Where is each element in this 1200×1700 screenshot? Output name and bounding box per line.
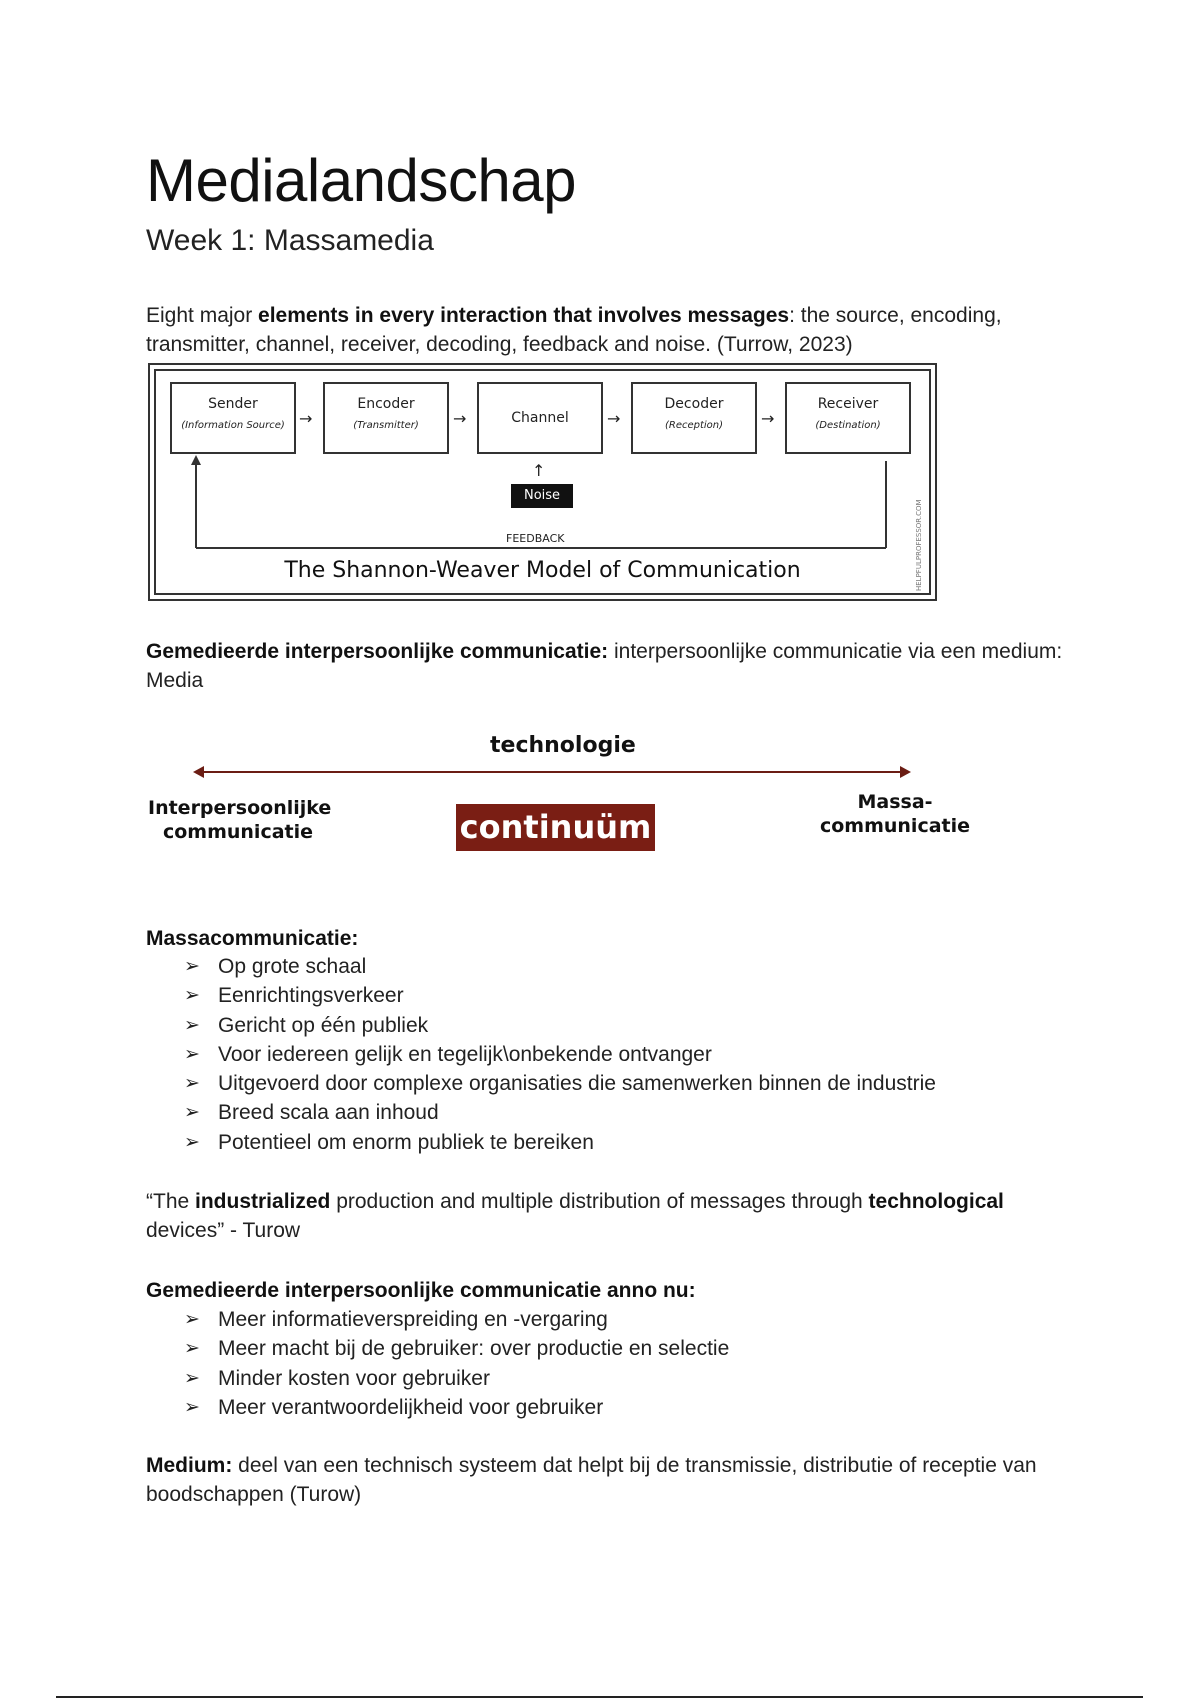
- right-arrow-icon: →: [761, 409, 775, 428]
- right-arrowhead-icon: [900, 766, 911, 778]
- mediated-definition: [146, 637, 1066, 695]
- mass-communication-label: Massa- communicatie: [819, 791, 971, 837]
- list-item: ➢ Minder kosten voor gebruiker: [184, 1364, 729, 1393]
- mediated-term: Gemedieerde interpersoonlijke communicatie:: [146, 640, 609, 663]
- diagram-box-receiver: Receiver (Destination): [785, 382, 911, 454]
- technologie-label: technologie: [490, 733, 636, 758]
- right-arrow-icon: →: [453, 409, 467, 428]
- mass-list: [184, 952, 936, 1157]
- diagram-box-channel: Channel: [477, 382, 603, 454]
- page-footer-rule: [56, 1696, 1143, 1698]
- arrow-bullet-icon: ➢: [184, 1072, 200, 1095]
- diagram-box-sender: Sender (Information Source): [170, 382, 296, 454]
- feedback-label: FEEDBACK: [506, 532, 565, 545]
- diagram-box-encoder: Encoder (Transmitter): [323, 382, 449, 454]
- arrow-bullet-icon: ➢: [184, 1130, 200, 1153]
- list-item: ➢ Eenrichtingsverkeer: [184, 981, 936, 1010]
- now-heading-text: Gemedieerde interpersoonlijke communicatie anno nu:: [146, 1279, 696, 1302]
- list-item: ➢ Meer macht bij de gebruiker: over productie en selectie: [184, 1334, 729, 1363]
- medium-term: Medium:: [146, 1454, 233, 1477]
- document-subtitle: Week 1: Massamedia: [146, 224, 434, 257]
- intro-prefix: Eight major: [146, 304, 259, 327]
- list-item: ➢ Breed scala aan inhoud: [184, 1098, 936, 1127]
- shannon-weaver-diagram: [148, 363, 937, 601]
- intro-bold: elements in every interaction that involves messages: [258, 304, 790, 327]
- interpersonal-label: Interpersoonlijke communicatie: [148, 797, 332, 843]
- turow-quote: “The industrialized production and multiple distribution of messages through technological devices” - Turow: [146, 1190, 1004, 1242]
- list-item: ➢ Meer verantwoordelijkheid voor gebruiker: [184, 1393, 729, 1422]
- arrow-bullet-icon: ➢: [184, 955, 200, 977]
- list-item: ➢ Gericht op één publiek: [184, 1011, 936, 1040]
- now-list: [184, 1305, 729, 1422]
- medium-text: deel van een technisch systeem dat helpt bij de transmissie, distributie of receptie van boodschappen (Turow): [146, 1454, 1037, 1506]
- medium-definition: [146, 1451, 1066, 1509]
- continuum-line: [202, 771, 900, 773]
- right-arrow-icon: →: [299, 409, 313, 428]
- list-item: ➢ Uitgevoerd door complexe organisaties die samenwerken binnen de industrie: [184, 1069, 936, 1098]
- list-item: ➢ Op grote schaal: [184, 952, 936, 981]
- right-arrow-icon: →: [607, 409, 621, 428]
- arrow-bullet-icon: ➢: [184, 1042, 200, 1065]
- intro-suffix: : the source, encoding, transmitter, channel, receiver, decoding, feedback and noise. (Turrow, 2023): [146, 304, 1002, 356]
- list-item: ➢ Meer informatieverspreiding en -vergaring: [184, 1305, 729, 1334]
- mass-heading-text: Massacommunicatie:: [146, 927, 359, 950]
- diagram-box-decoder: Decoder (Reception): [631, 382, 757, 454]
- diagram-caption: The Shannon-Weaver Model of Communication: [284, 558, 801, 583]
- diagram-watermark: HELPFULPROFESSOR.COM: [915, 499, 923, 591]
- arrow-bullet-icon: ➢: [184, 1308, 200, 1330]
- list-item: ➢ Voor iedereen gelijk en tegelijk\onbekende ontvanger: [184, 1040, 936, 1069]
- intro-paragraph: [146, 301, 1066, 359]
- arrow-bullet-icon: ➢: [184, 1366, 200, 1389]
- arrow-bullet-icon: ➢: [184, 1013, 200, 1036]
- arrow-bullet-icon: ➢: [184, 984, 200, 1007]
- continuum-badge: continuüm: [456, 804, 655, 851]
- arrow-bullet-icon: ➢: [184, 1101, 200, 1124]
- feedback-arrowhead-icon: [191, 455, 201, 465]
- arrow-bullet-icon: ➢: [184, 1395, 200, 1418]
- noise-label: Noise: [511, 484, 573, 508]
- list-item: ➢ Potentieel om enorm publiek te bereiken: [184, 1128, 936, 1157]
- document-title: Medialandschap: [146, 147, 576, 214]
- mass-heading: [146, 924, 1066, 953]
- diagram-frame: [154, 369, 931, 595]
- arrow-bullet-icon: ➢: [184, 1337, 200, 1360]
- up-arrow-icon: ↑: [532, 461, 546, 480]
- now-heading: [146, 1276, 1066, 1305]
- mediated-text: interpersoonlijke communicatie via een medium: Media: [146, 640, 1063, 692]
